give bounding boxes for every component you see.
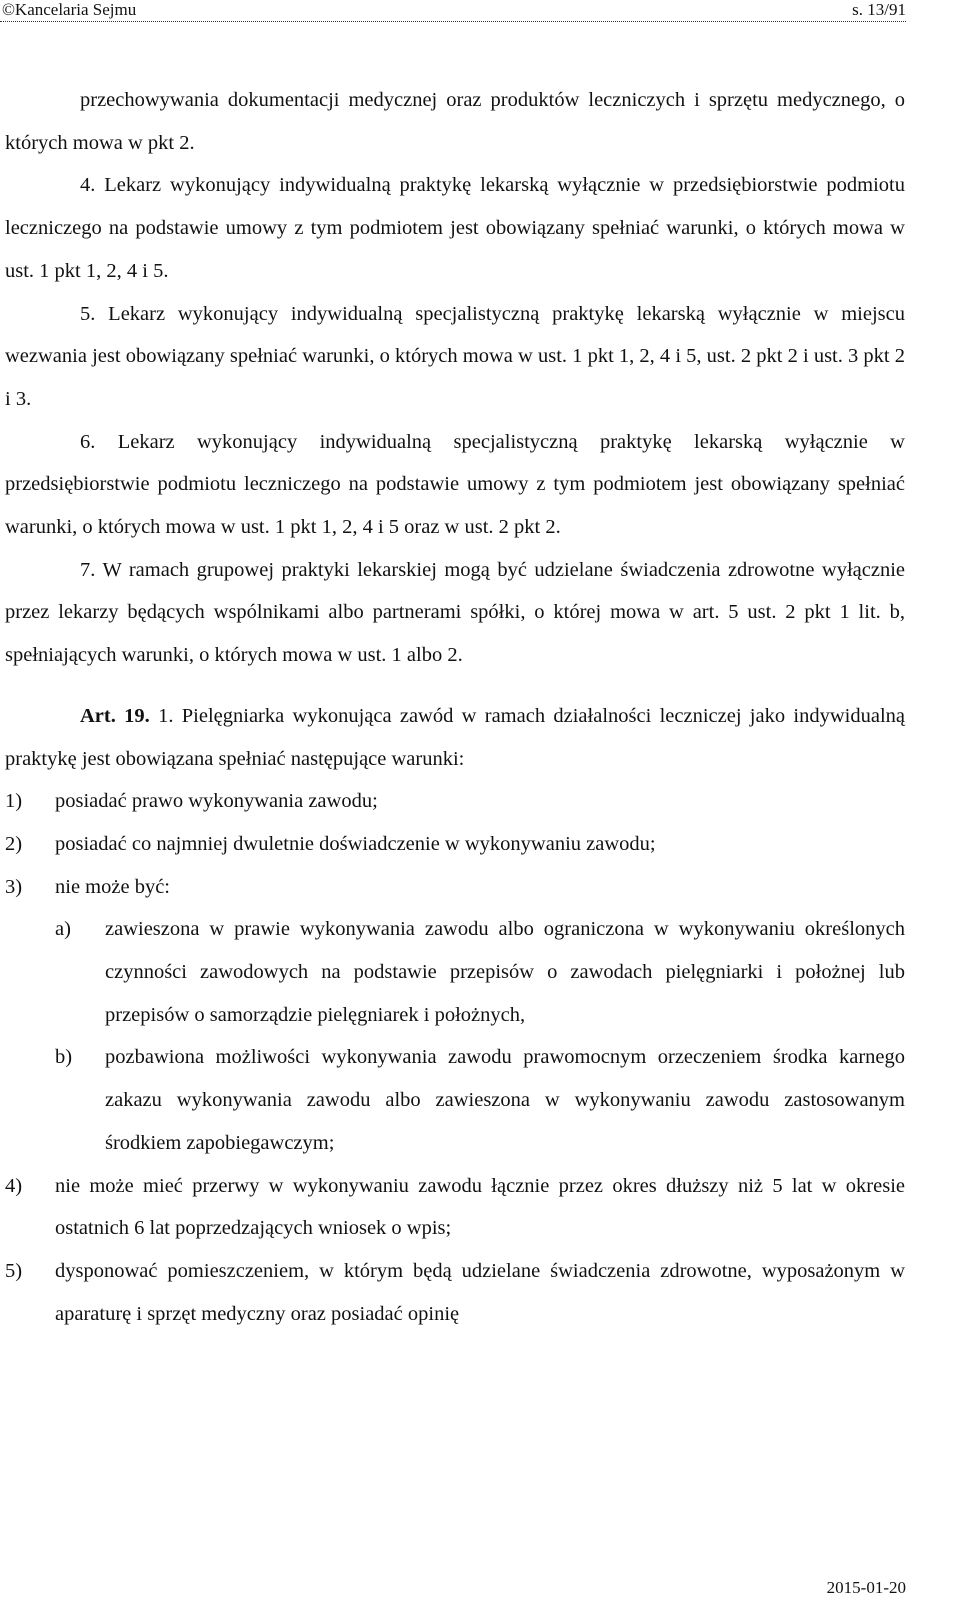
- copyright-label: ©Kancelaria Sejmu: [2, 0, 137, 19]
- list-item-number: 3): [5, 875, 23, 898]
- sub-item-letter: a): [55, 918, 71, 941]
- list-item-text: posiadać co najmniej dwuletnie doświadczenie w wykonywaniu zawodu;: [55, 832, 656, 855]
- list-item: [5, 1250, 905, 1335]
- paragraph-6: 6. Lekarz wykonujący indywidualną specjalistyczną praktykę lekarską wyłącznie w przedsiębiorstwie podmiotu leczniczego na podstawie umowy z tym podmiotem jest obowiązany spełniać warunki, o których mowa w ust. 1 pkt 1, 2, 4 i 5 oraz w ust. 2 pkt 2.: [5, 430, 905, 539]
- page-number: s. 13/91: [852, 0, 906, 19]
- list-item: [5, 1165, 905, 1250]
- footer-date: 2015-01-20: [826, 1578, 906, 1597]
- list-item: [5, 866, 905, 909]
- sub-item-letter: b): [55, 1046, 73, 1069]
- sub-item-text: zawieszona w prawie wykonywania zawodu albo ograniczona w wykonywaniu określonych czynności zawodowych na podstawie przepisów o zawodach pielęgniarki i położnej lub przepisów o samorządzie pielęgniarek i położnych,: [105, 918, 905, 1026]
- paragraph-continuation: przechowywania dokumentacji medycznej oraz produktów leczniczych i sprzętu medycznego, o których mowa w pkt 2.: [5, 89, 905, 154]
- article-heading: Art. 19.: [80, 704, 150, 727]
- article-intro-text: 1. Pielęgniarka wykonująca zawód w ramach działalności leczniczej jako indywidualną praktykę jest obowiązana spełniać następujące warunki:: [5, 704, 905, 770]
- paragraph-7: 7. W ramach grupowej praktyki lekarskiej mogą być udzielane świadczenia zdrowotne wyłącznie przez lekarzy będących wspólnikami albo partnerami spółki, o której mowa w art. 5 ust. 2 pkt 1 lit. b, spełniających warunki, o których mowa w ust. 1 albo 2.: [5, 558, 905, 667]
- list-item-text: dysponować pomieszczeniem, w którym będą udzielane świadczenia zdrowotne, wyposażonym w aparaturę i sprzęt medyczny oraz posiadać opinię: [55, 1259, 905, 1325]
- list-item-text: nie może mieć przerwy w wykonywaniu zawodu łącznie przez okres dłuższy niż 5 lat w okresie ostatnich 6 lat poprzedzających wniosek o wpis;: [55, 1174, 905, 1240]
- list-item-number: 2): [5, 832, 23, 855]
- paragraph-4: 4. Lekarz wykonujący indywidualną praktykę lekarską wyłącznie w przedsiębiorstwie podmiotu leczniczego na podstawie umowy z tym podmiotem jest obowiązany spełniać warunki, o których mowa w ust. 1 pkt 1, 2, 4 i 5.: [5, 174, 905, 282]
- list-item: [5, 823, 905, 866]
- page-header: [0, 0, 906, 22]
- list-item-text: posiadać prawo wykonywania zawodu;: [55, 790, 378, 813]
- list-item: [5, 780, 905, 823]
- list-item-number: 1): [5, 790, 23, 813]
- sub-list-item: [5, 908, 905, 1036]
- document-body: [5, 79, 905, 1335]
- list-item-number: 4): [5, 1174, 23, 1197]
- header-rule: [0, 21, 906, 22]
- list-item-number: 5): [5, 1259, 23, 1282]
- sub-item-text: pozbawiona możliwości wykonywania zawodu prawomocnym orzeczeniem środka karnego zakazu wykonywania zawodu albo zawieszona w wykonywaniu zawodu zastosowanym środkiem zapobiegawczym;: [105, 1046, 905, 1154]
- list-item-text: nie może być:: [55, 875, 170, 898]
- sub-list-item: [5, 1036, 905, 1164]
- paragraph-5: 5. Lekarz wykonujący indywidualną specjalistyczną praktykę lekarską wyłącznie w miejscu wezwania jest obowiązany spełniać warunki, o których mowa w ust. 1 pkt 1, 2, 4 i 5, ust. 2 pkt 2 i ust. 3 pkt 2 i 3.: [5, 302, 905, 410]
- article-19-intro: [5, 695, 905, 780]
